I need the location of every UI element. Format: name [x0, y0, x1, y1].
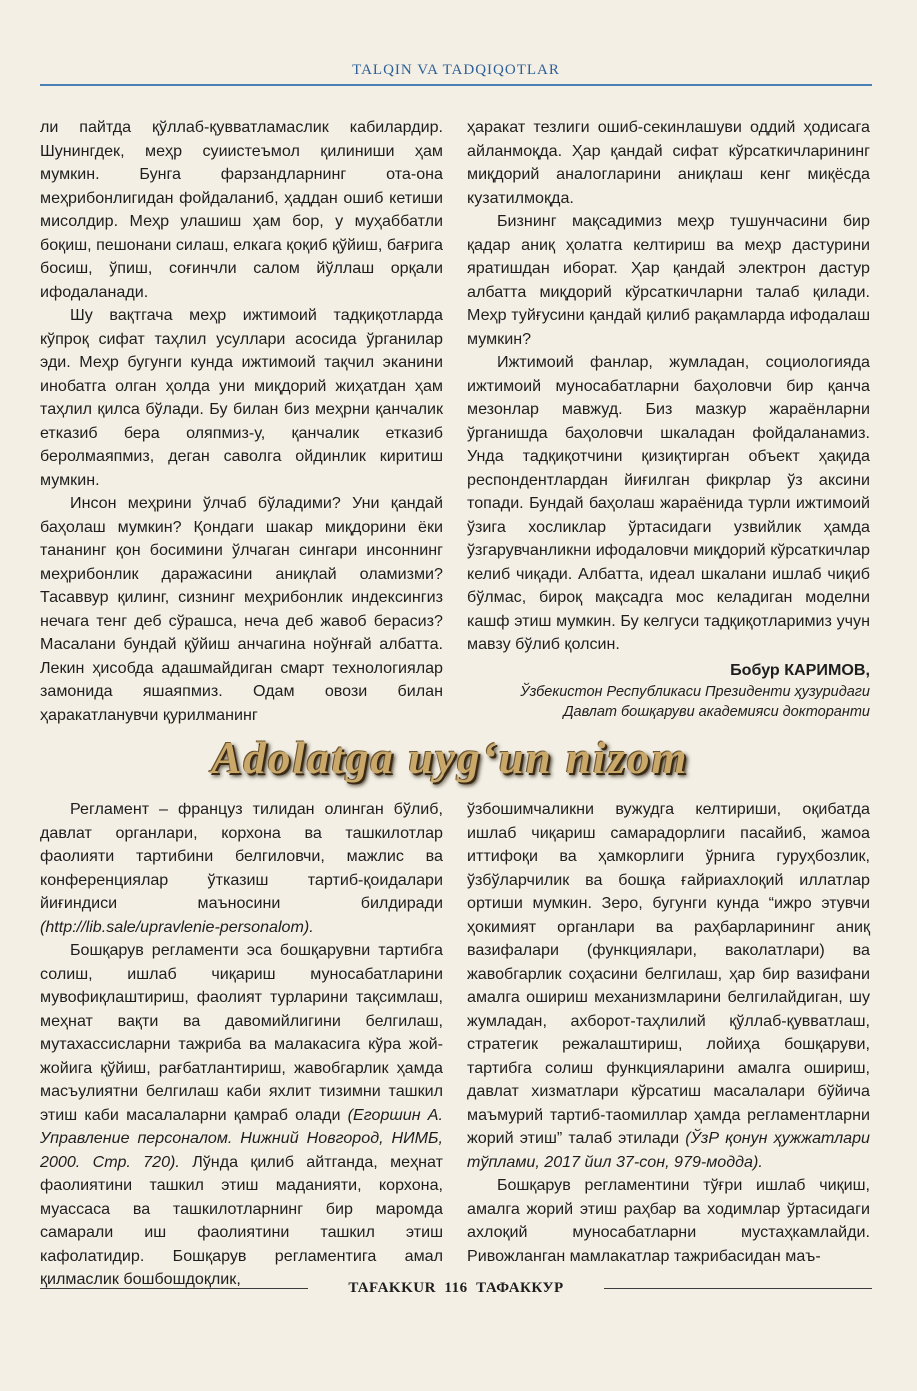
paragraph: Шу вақтгача меҳр ижтимоий тадқиқотларда кўпроқ сифат таҳлил усуллари асосида ўрганилар эди. Меҳр бугунги кунда ижтимоий тақчил эканини инобатга олган ҳолда уни миқдорий жиҳатдан ҳам таҳлил қилса бўлади. Бу билан биз меҳрни қанчалик етказиб бера оляпмиз-у, қанчалик етказиб беролмаяпмиз, деган саволга ойдинлик киритиш мумкин.: [40, 306, 443, 489]
paragraph: [467, 798, 870, 1174]
citation: (ЎзР қонун ҳужжатлари тўплами, 2017 йил 37-сон, 979-модда).: [467, 1129, 870, 1171]
running-header: [40, 60, 872, 86]
page-footer: [40, 1277, 872, 1301]
column-top-right: [467, 116, 870, 722]
article-title-banner: [150, 728, 750, 788]
column-top-left: [40, 116, 443, 727]
paragraph: [40, 798, 443, 939]
author-affiliation-line-2: Давлат бошқаруви академияси докторанти: [563, 704, 870, 720]
header-title: TALQIN VA TADQIQOTLAR: [352, 62, 560, 78]
author-affiliation-line-1: Ўзбекистон Республикаси Президенти ҳузуридаги: [520, 684, 870, 700]
paragraph-text: Лўнда қилиб айтганда, меҳнат фаолиятини ташкил этиш маданияти, корхона, муассаса ва ташкилотларнинг бир маромда самарали иш фаолиятини ташкил этиш кафолатидир. Бошқарув регламентига амал қилмаслик бошбошдоқлик,: [40, 1152, 444, 1288]
author-name: Бобур КАРИМОВ,: [730, 660, 870, 679]
footer-text: TAFAKKUR 116 ТАФАККУР: [348, 1280, 564, 1296]
column-bottom-right: [467, 798, 870, 1268]
paragraph: Ижтимоий фанлар, жумладан, социологияда ижтимоий муносабатларни баҳоловчи бир қанча мезонлар мавжуд. Биз мазкур жараёнларни ўрганишда баҳоловчи шкаладан фойдаланамиз. Унда тадқиқотчини қизиқтирган объект ҳақида респондентлардан йиғилган фикрлар ўз аксини топади. Бундай баҳолаш жараёнида турли ижтимоий ўзига хосликлар ўртасидаги узвийлик ҳамда ўзгарувчанликни ифодаловчи миқдорий кўрсаткичлар келиб чиқади. Албатта, идеал шкалани ишлаб чиқиб бўлмас, бироқ мақсадга мос келадиган моделни кашф этиш мумкин. Бу келгуси тадқиқотларимиз учун мавзу бўлиб қолсин.: [467, 353, 870, 653]
paragraph-text: ўзбошимчаликни вужудга келтириши, оқибатда ишлаб чиқариш самарадорлиги пасайиб, жамоа иттифоқи ва ҳамкорлиги ўрнига гуруҳбозлик, ўзбўларчилик ва бошқа ғайриахлоқий иллатлар ортиши мумкин. Зеро, бугунги кунда “ижро этувчи ҳокимият органлари ва раҳбарларининг аниқ вазифалари (функциялари, ваколатлари) ва жавобгарлик соҳасини белгилаш, ҳар бир вазифани амалга ошириш механизмларини белгилайдиган, шу жумладан, ахборот-таҳлилий қўллаб-қувватлаш, стратегик режалаштириш, лойиҳа бошқаруви, тартибга солиш функцияларини амалга ошириш, давлат хизматлари кўрсатиш масалалари бўйича маъмурий тартиб-таомиллар ҳамда регламентларни жорий этиш” талаб этилади: [467, 800, 870, 1147]
paragraph-text: Регламент – француз тилидан олинган бўлиб, давлат органлари, корхона ва ташкилотлар фаолияти тартибини белгиловчи, мажлис ва конференциялар ўтказиш тартиб-қоидалари йиғиндиси маъносини билдиради: [40, 800, 443, 912]
paragraph: ли пайтда қўллаб-қувватламаслик кабилардир. Шунингдек, меҳр суиистеъмол қилиниши ҳам мумкин. Бунга фарзандларнинг ота-она меҳрибонлигидан фойдаланиб, ҳаддан ошиб кетиши мисолдир. Меҳр улашиш ҳам бор, у муҳаббатли боқиш, пешонани силаш, елкага қоқиб қўйиш, бағрига босиш, ўпиш, соғинчли салом йўллаш орқали ифодаланади.: [40, 118, 443, 301]
footer-rule-left: [40, 1288, 308, 1289]
article-title: Adolatga uyg‘un nizom: [211, 733, 689, 783]
paragraph: [40, 939, 443, 1292]
column-bottom-left: [40, 798, 443, 1292]
paragraph: ҳаракат тезлиги ошиб-секинлашуви оддий ҳодисага айланмоқда. Ҳар қандай сифат кўрсаткичларининг миқдорий аналогларини аниқлаш кенг миқёсда кузатилмоқда.: [467, 118, 870, 207]
paragraph: Бизнинг мақсадимиз меҳр тушунчасини бир қадар аниқ ҳолатга келтириш ва меҳр дастурини яратишдан иборат. Ҳар қандай электрон дастур албатта миқдорий кўрсаткичларни талаб қилади. Меҳр туйғусини қандай қилиб рақамларда ифодалаш мумкин?: [467, 212, 870, 348]
citation: (http://lib.sale/upravlenie-personalom).: [40, 917, 314, 936]
paragraph: Инсон меҳрини ўлчаб бўладими? Уни қандай баҳолаш мумкин? Қондаги шакар миқдорини ёки тананинг қон босимини ўлчаган сингари инсоннинг меҳрибонлик даражасини аниқлай оламизми? Тасаввур қилинг, сизнинг меҳрибонлик индексингиз нечага тенг деб сўрашса, неча деб жавоб берасиз? Масалани бундай қўйиш анчагина ноўнғай албатта. Лекин ҳисобда адашмайдиган смарт технологиялар замонида яшаяпмиз. Одам овози билан ҳаракатланувчи қурилманинг: [40, 494, 443, 724]
footer-rule-right: [604, 1288, 872, 1289]
paragraph: Бошқарув регламентини тўғри ишлаб чиқиш, амалга жорий этиш раҳбар ва ходимлар ўртасидаги ахлоқий муносабатларни мустаҳкамлайди. Ривожланган мамлакатлар тажрибасидан маъ-: [467, 1176, 870, 1265]
citation: (Егоршин А. Управление персоналом. Нижний Новгород, НИМБ, 2000. Стр. 720).: [40, 1105, 443, 1171]
paragraph-text: Бошқарув регламенти эса бошқарувни тартибга солиш, ишлаб чиқариш муносабатларини мувофиқлаштириш, фаолият турларини тақсимлаш, меҳнат вақти ва давомийлигини белгилаш, мутахассисларни тажриба ва малакасига кўра жой-жойига қўйиш, рағбатлантириш, жавобгарлик ҳамда масъулиятни белгилаш каби яхлит тизимни ташкил этиш каби масалаларни қамраб олади: [40, 941, 443, 1124]
